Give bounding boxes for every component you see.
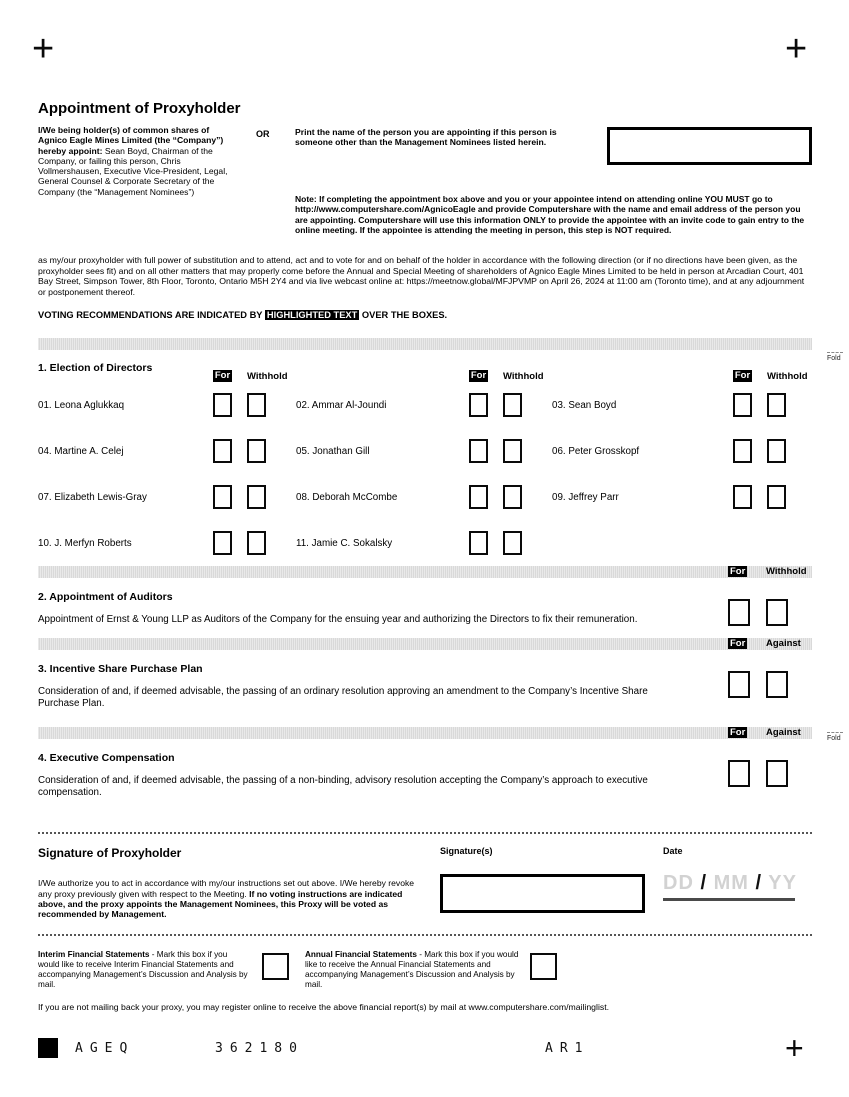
fold-marker: [827, 732, 847, 742]
auditors-section: [38, 591, 812, 626]
section-divider-bar: [38, 566, 812, 578]
holder-statement-bold: I/We being holder(s) of common shares of Agnico Eagle Mines Limited (the “Company”) hereby appoint:: [38, 125, 224, 156]
director-row-1: [38, 382, 812, 428]
director-item: [552, 474, 812, 520]
withhold-header-label: Withhold: [503, 371, 544, 383]
dotted-separator: [38, 934, 812, 936]
voting-rec-suffix: OVER THE BOXES.: [359, 310, 448, 321]
checkbox-withhold[interactable]: [247, 439, 266, 463]
for-header-chip: For: [730, 727, 746, 739]
checkbox-withhold[interactable]: [766, 599, 788, 626]
director-name: 01. Leona Aglukkaq: [38, 399, 125, 411]
for-header-chip: For: [730, 638, 746, 650]
interim-statements-rest: - Mark this box if you would like to receive Interim Financial Statements and accompanying Management’s Discussion and Analysis by mail.: [38, 950, 248, 990]
incentive-plan-text: Consideration of and, if deemed advisable, the passing of an ordinary resolution approving an amendment to the Company’s Incentive Share Purchase Plan.: [38, 686, 648, 710]
checkbox-for[interactable]: [733, 485, 752, 509]
fold-line: [827, 352, 843, 353]
director-item: [38, 474, 296, 520]
director-item-empty: [552, 520, 812, 566]
withhold-header-label: Withhold: [247, 371, 288, 383]
signature-paragraph: [38, 878, 430, 919]
director-name: 10. J. Merfyn Roberts: [38, 537, 132, 549]
appointment-section: [38, 125, 812, 255]
fold-line: [827, 732, 843, 733]
auditors-title: 2. Appointment of Auditors: [38, 591, 173, 604]
signature-section: [38, 846, 812, 932]
holder-statement: [38, 125, 237, 197]
checkbox-for[interactable]: [728, 760, 750, 787]
withhold-header-label: Withhold: [766, 566, 807, 578]
against-header-label: Against: [766, 638, 801, 650]
registration-cross-icon: +: [785, 1030, 804, 1066]
checkbox-for[interactable]: [213, 439, 232, 463]
director-item: [38, 428, 296, 474]
checkbox-for[interactable]: [469, 439, 488, 463]
form-code-number: 362180: [215, 1041, 304, 1056]
checkbox-withhold[interactable]: [503, 439, 522, 463]
checkbox-interim-statements[interactable]: [262, 953, 289, 980]
section-divider-bar: [38, 727, 812, 739]
checkbox-withhold[interactable]: [247, 531, 266, 555]
highlighted-text-chip: HIGHLIGHTED TEXT: [266, 310, 358, 321]
checkbox-withhold[interactable]: [247, 393, 266, 417]
for-header-chip: For: [214, 370, 231, 382]
voting-rec-prefix: VOTING RECOMMENDATIONS ARE INDICATED BY: [38, 310, 265, 321]
incentive-plan-section: [38, 663, 812, 721]
checkbox-withhold[interactable]: [503, 485, 522, 509]
director-item: [296, 520, 552, 566]
checkbox-for[interactable]: [733, 439, 752, 463]
date-field[interactable]: [663, 872, 795, 901]
checkbox-against[interactable]: [766, 671, 788, 698]
signatures-label: Signature(s): [440, 846, 493, 857]
director-item: [296, 382, 552, 428]
voting-recommendations-line: [38, 310, 812, 320]
director-row-4: [38, 520, 812, 566]
director-name: 08. Deborah McCombe: [296, 491, 398, 503]
checkbox-for[interactable]: [469, 531, 488, 555]
appointee-name-box[interactable]: [607, 127, 812, 165]
section-divider-bar: [38, 338, 812, 350]
checkbox-withhold[interactable]: [767, 485, 786, 509]
checkbox-withhold[interactable]: [767, 393, 786, 417]
checkbox-withhold[interactable]: [503, 531, 522, 555]
holder-statement-regular: Sean Boyd, Chairman of the Company, or failing this person, Chris Vollmershausen, Executive Vice-President, Legal, General Counsel & Corporate Secretary of the Company (the “Management Nominees”): [38, 145, 228, 197]
footer-code-strip: [38, 1038, 812, 1062]
for-header-chip: For: [734, 370, 751, 382]
checkbox-for[interactable]: [213, 531, 232, 555]
director-name: 04. Martine A. Celej: [38, 445, 124, 457]
vote-header-col3: [552, 370, 812, 382]
mailing-list-note: If you are not mailing back your proxy, you may register online to receive the above financial report(s) by mail at www.computershare.com/mailinglist.: [38, 1002, 610, 1012]
interim-statements-bold: Interim Financial Statements: [38, 950, 150, 960]
vote-header-col2: [296, 370, 552, 382]
checkbox-against[interactable]: [766, 760, 788, 787]
checkbox-withhold[interactable]: [767, 439, 786, 463]
incentive-plan-title: 3. Incentive Share Purchase Plan: [38, 663, 203, 676]
director-name: 11. Jamie C. Sokalsky: [296, 537, 393, 549]
director-name: 02. Ammar Al-Joundi: [296, 399, 387, 411]
appointment-note: Note: If completing the appointment box above and you or your appointee intend on attending online YOU MUST go to http://www.computershare.com/AgnicoEagle and provide Computershare with the name and email address of the person you are appointing. Computershare will use this information ONLY to provide the appointee with an invite code to gain entry to the online meeting. If the appointee is attending the meeting in person, this step is NOT required.: [295, 194, 805, 235]
interim-statements-text: [38, 950, 250, 990]
form-code-ageq: AGEQ: [75, 1041, 135, 1056]
exec-comp-title: 4. Executive Compensation: [38, 752, 175, 765]
director-item: [296, 474, 552, 520]
date-dd-placeholder[interactable]: DD: [663, 872, 694, 895]
director-item: [38, 520, 296, 566]
annual-statements-rest: - Mark this box if you would like to receive the Annual Financial Statements and accompanying Management’s Discussion and Analysis by mail.: [305, 950, 519, 990]
director-item: [38, 382, 296, 428]
director-name: 03. Sean Boyd: [552, 399, 617, 411]
director-item: [552, 382, 812, 428]
for-header-chip: For: [730, 566, 746, 578]
director-name: 09. Jeffrey Parr: [552, 491, 619, 503]
against-header-label: Against: [766, 727, 801, 739]
exec-comp-text: Consideration of and, if deemed advisable, the passing of a non-binding, advisory resolution accepting the Company’s approach to executive compensation.: [38, 775, 648, 799]
or-label: OR: [256, 129, 270, 139]
checkbox-for[interactable]: [469, 485, 488, 509]
date-label: Date: [663, 846, 683, 857]
checkbox-withhold[interactable]: [247, 485, 266, 509]
checkbox-for[interactable]: [213, 393, 232, 417]
signature-box[interactable]: [440, 874, 645, 913]
election-header-row: [38, 362, 812, 382]
checkbox-for[interactable]: [728, 599, 750, 626]
director-name: 06. Peter Grosskopf: [552, 445, 640, 457]
director-name: 07. Elizabeth Lewis-Gray: [38, 491, 147, 503]
auditors-text: Appointment of Ernst & Young LLP as Auditors of the Company for the ensuing year and authorizing the Directors to fix their remuneration.: [38, 614, 638, 626]
withhold-header-label: Withhold: [767, 371, 808, 383]
print-instruction: Print the name of the person you are appointing if this person is someone other than the Management Nominees listed herein.: [295, 127, 557, 148]
director-item: [552, 428, 812, 474]
director-name: 05. Jonathan Gill: [296, 445, 370, 457]
checkbox-for[interactable]: [733, 393, 752, 417]
proxy-authorization-paragraph: as my/our proxyholder with full power of substitution and to attend, act and to vote for and on behalf of the holder in accordance with the following direction (or if no directions have been given, as the proxyholder sees fit) and on all other matters that may properly come before the Annual and Special Meeting of shareholders of Agnico Eagle Mines Limited to be held in person at Arcadian Court, 401 Bay Street, Simpson Tower, 8th Floor, Toronto, Ontario M5H 2Y4 and via live webcast online at: https://meetnow.global/MFJPVMP on April 26, 2024 at 11:00 am (Toronto time), and at any adjournment or postponement thereof.: [38, 255, 805, 297]
signature-paragraph-bold: If no voting instructions are indicated above, and the proxy appoints the Management Nominees, this Proxy will be voted as recommended by Management.: [38, 888, 403, 920]
date-slash: /: [700, 872, 708, 895]
registration-cross-icon: +: [32, 28, 55, 70]
signature-title: Signature of Proxyholder: [38, 846, 182, 861]
annual-statements-text: [305, 950, 520, 990]
election-title: 1. Election of Directors: [38, 362, 153, 375]
scan-mark-square: [38, 1038, 58, 1058]
annual-statements-bold: Annual Financial Statements: [305, 950, 417, 960]
date-mm-placeholder[interactable]: MM: [713, 872, 749, 895]
fold-label: Fold: [827, 355, 841, 362]
director-row-2: [38, 428, 812, 474]
fold-label: Fold: [827, 735, 841, 742]
date-yy-placeholder[interactable]: YY: [768, 872, 797, 895]
date-slash: /: [755, 872, 763, 895]
director-row-3: [38, 474, 812, 520]
page-title: Appointment of Proxyholder: [38, 100, 241, 117]
signature-paragraph-regular: I/We authorize you to act in accordance with my/our instructions set out above. I/We hereby revoke any proxy previously given with respect to the Meeting.: [38, 878, 415, 899]
dotted-separator: [38, 832, 812, 834]
section-divider-bar: [38, 638, 812, 650]
fold-marker: [827, 352, 847, 362]
checkbox-withhold[interactable]: [503, 393, 522, 417]
checkbox-for[interactable]: [213, 485, 232, 509]
checkbox-for[interactable]: [728, 671, 750, 698]
for-header-chip: For: [470, 370, 487, 382]
form-code-ar1: AR1: [545, 1041, 590, 1056]
registration-cross-icon: +: [785, 28, 808, 70]
financial-statements-row: [38, 950, 812, 990]
director-item: [296, 428, 552, 474]
exec-comp-section: [38, 752, 812, 810]
checkbox-for[interactable]: [469, 393, 488, 417]
checkbox-annual-statements[interactable]: [530, 953, 557, 980]
